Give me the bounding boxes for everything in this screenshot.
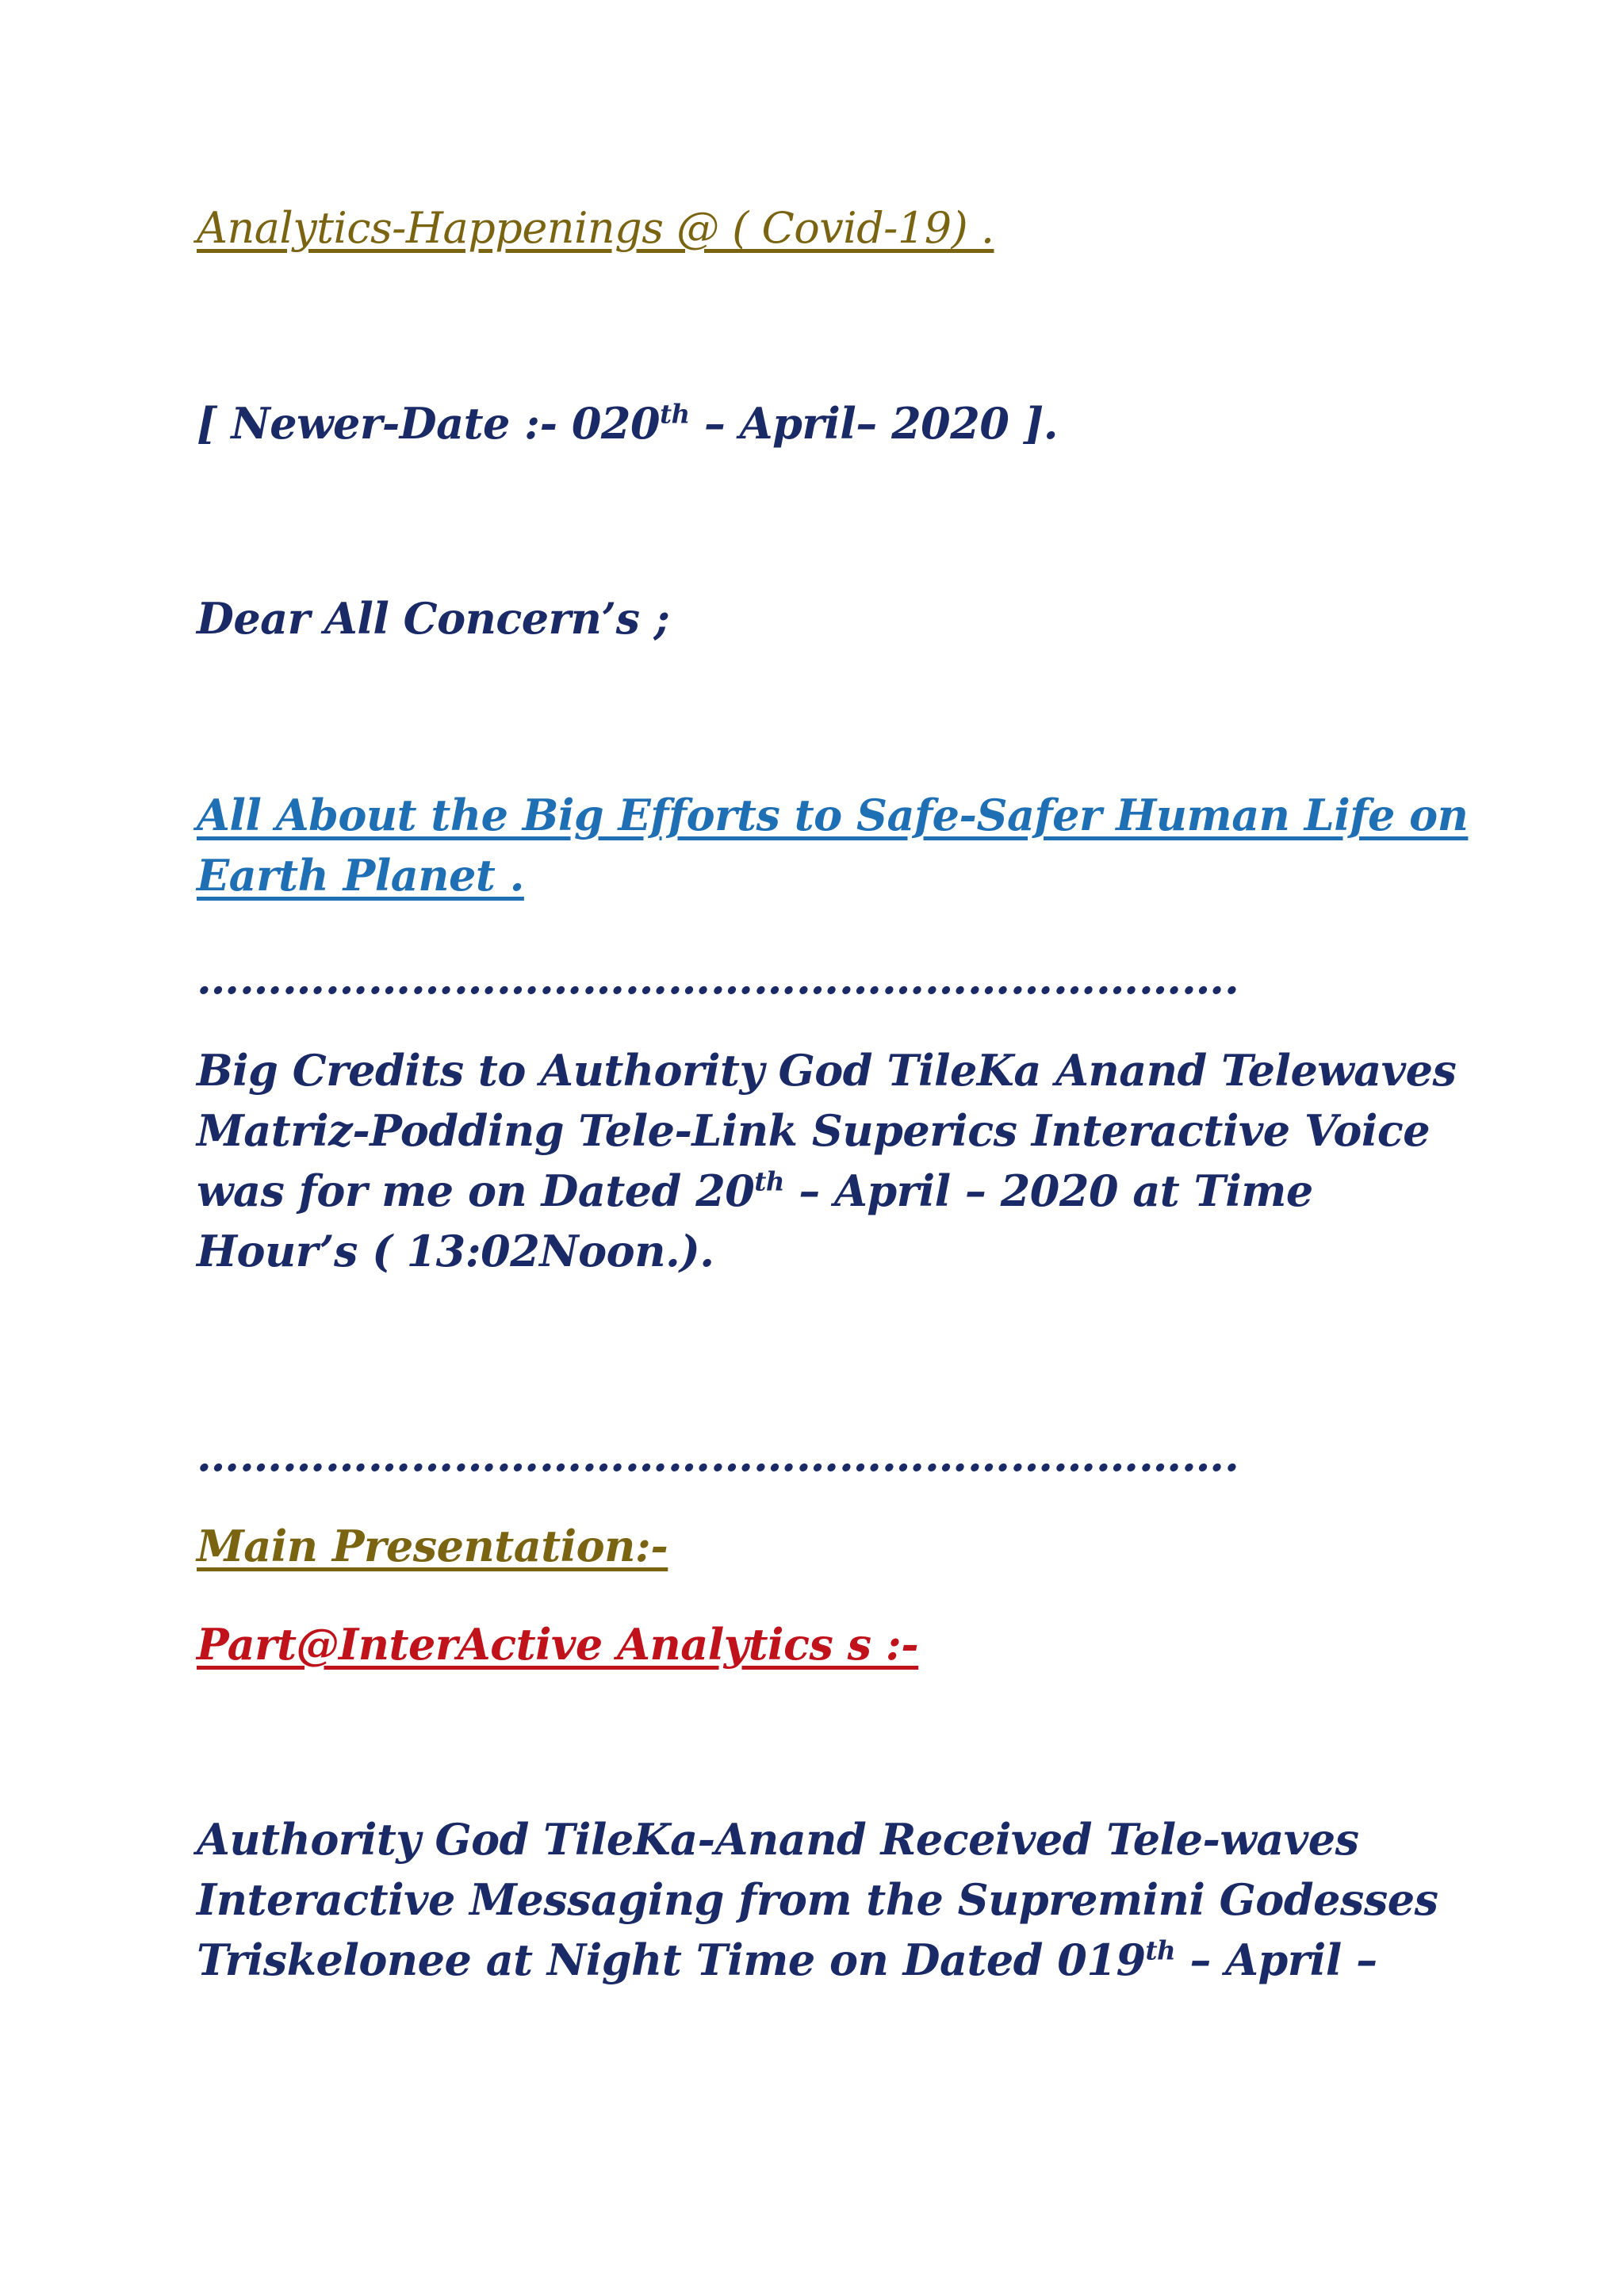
body-line-3-suffix: – April –	[1175, 1934, 1377, 1985]
body-superscript: th	[1145, 1935, 1176, 1966]
newer-date-line	[197, 393, 1058, 453]
credits-superscript: th	[754, 1166, 784, 1197]
credits-line-3-prefix: was for me on Dated 20	[197, 1165, 755, 1216]
headline-line-1: All About the Big Efforts to Safe-Safer Human Life on	[197, 790, 1469, 840]
newer-date-suffix: – April– 2020 ].	[689, 398, 1059, 449]
body-line-1: Authority God TileKa-Anand Received Tele-waves	[197, 1814, 1359, 1865]
body-line-3-prefix: Triskelonee at Night Time on Dated 019	[197, 1934, 1146, 1985]
body-line-2: Interactive Messaging from the Supremini Godesses	[197, 1874, 1438, 1925]
separator-2: ……………………………………………………………….	[197, 1430, 1239, 1481]
separator-1: ……………………………………………………………….	[197, 953, 1239, 1004]
headline-line-2: Earth Planet .	[197, 850, 524, 901]
credits-line-2: Matriz-Podding Tele-Link Superics Interactive Voice	[197, 1105, 1431, 1156]
main-presentation-heading: Main Presentation:-	[197, 1521, 668, 1571]
credits-line-1: Big Credits to Authority God TileKa Anand Telewaves	[197, 1045, 1457, 1096]
body-line-3	[197, 1930, 1377, 1990]
greeting: Dear All Concern’s ;	[197, 593, 670, 644]
credits-line-3-suffix: – April – 2020 at Time	[783, 1165, 1313, 1216]
document-title: Analytics-Happenings @ ( Covid-19) .	[197, 203, 994, 253]
newer-date-prefix: [ Newer-Date :- 020	[197, 398, 661, 449]
part-heading: Part@InterActive Analytics s :-	[197, 1619, 919, 1670]
credits-line-3	[197, 1161, 1313, 1221]
credits-line-4: Hour’s ( 13:02Noon.).	[197, 1226, 714, 1276]
newer-date-superscript: th	[660, 399, 690, 430]
